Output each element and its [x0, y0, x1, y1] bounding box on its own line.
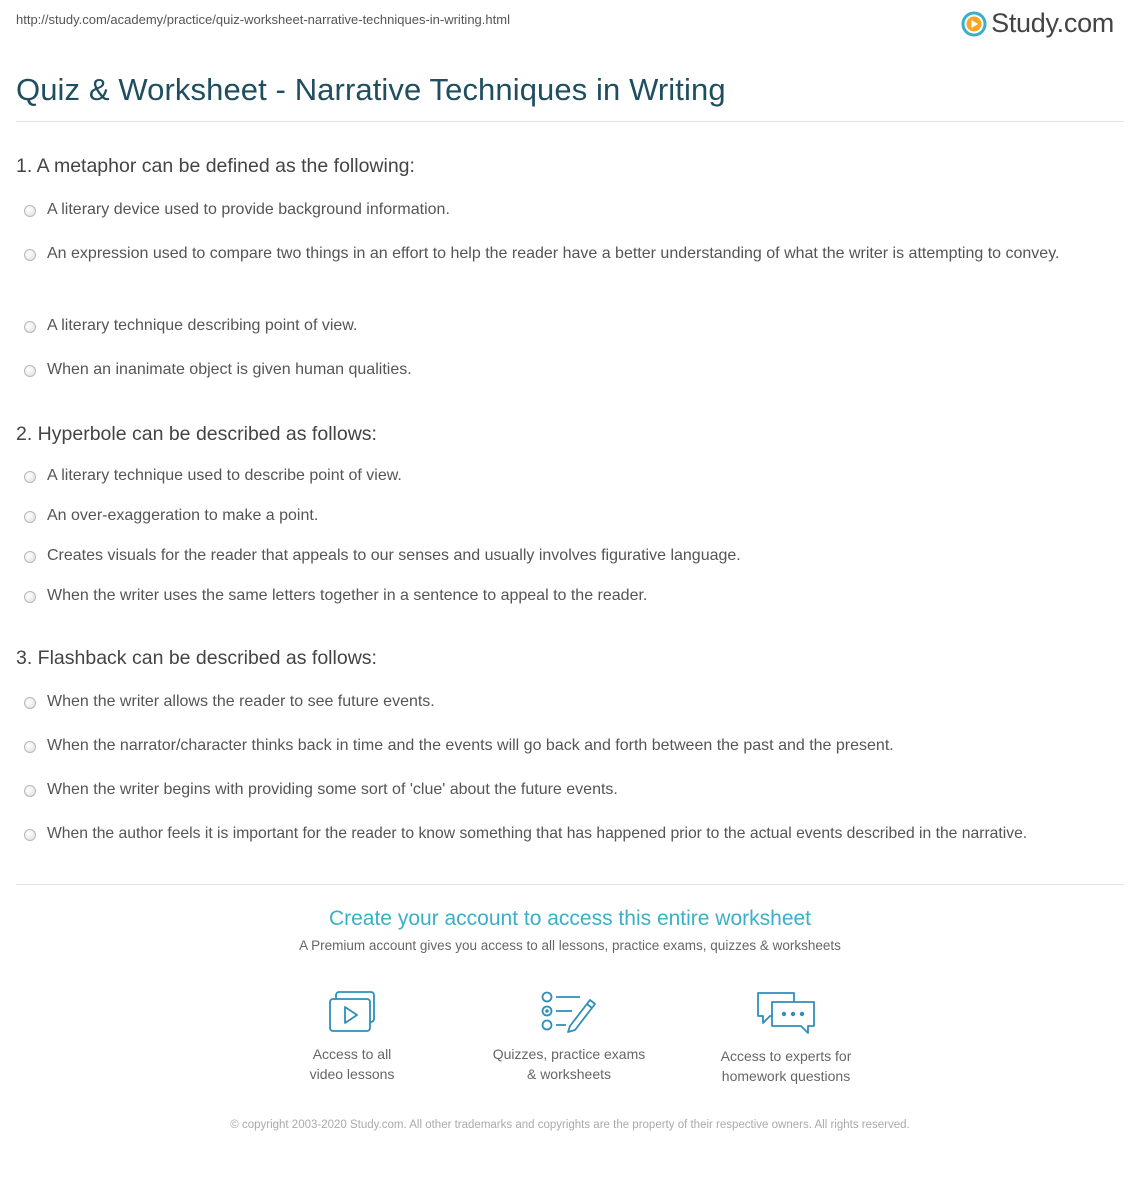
option-text: Creates visuals for the reader that appeals to our senses and usually involves figurative language.	[47, 547, 741, 564]
option-text: A literary technique used to describe point of view.	[47, 467, 402, 484]
feature-label-line1: Access to all	[312, 1046, 392, 1062]
create-account-link[interactable]: Create your account to access this entire worksheet	[328, 907, 812, 930]
radio-button[interactable]	[24, 205, 36, 217]
question-3-title: 3. Flashback can be described as follows:	[16, 647, 377, 669]
option-text: An over-exaggeration to make a point.	[47, 507, 319, 524]
option-text: An expression used to compare two things in an effort to help the reader have a better understanding of what the writer is attempting to convey.	[47, 245, 1060, 262]
option-text: A literary device used to provide background information.	[47, 201, 450, 218]
option-text: When an inanimate object is given human qualities.	[47, 361, 412, 378]
option-text: When the writer begins with providing some sort of 'clue' about the future events.	[47, 781, 618, 798]
study-logo[interactable]	[961, 8, 1114, 39]
question-1-title: 1. A metaphor can be defined as the following:	[16, 155, 415, 177]
play-circle-icon	[961, 11, 987, 37]
radio-button[interactable]	[24, 365, 36, 377]
premium-description: A Premium account gives you access to all lessons, practice exams, quizzes & worksheets	[299, 938, 841, 953]
radio-button[interactable]	[24, 829, 36, 841]
logo-text: Study.com	[991, 8, 1114, 38]
title-divider	[16, 121, 1124, 122]
copyright-notice: © copyright 2003-2020 Study.com. All other trademarks and copyrights are the property of their respective owners. All rights reserved.	[230, 1119, 910, 1131]
radio-button[interactable]	[24, 697, 36, 709]
option-text: A literary technique describing point of view.	[47, 317, 358, 334]
feature-label-line2: homework questions	[721, 1068, 851, 1084]
feature-label-line1: Access to experts for	[720, 1048, 852, 1064]
option-text: When the narrator/character thinks back in time and the events will go back and forth between the past and the present.	[47, 737, 894, 754]
video-lessons-icon	[326, 990, 378, 1034]
feature-experts	[686, 990, 886, 1086]
feature-quizzes	[469, 990, 669, 1084]
quiz-checklist-icon	[540, 990, 598, 1034]
radio-button[interactable]	[24, 471, 36, 483]
feature-label-line2: video lessons	[309, 1066, 395, 1082]
radio-button[interactable]	[24, 551, 36, 563]
radio-button[interactable]	[24, 249, 36, 261]
chat-bubbles-icon	[754, 990, 818, 1036]
page-title: Quiz & Worksheet - Narrative Techniques in Writing	[16, 72, 726, 107]
feature-label-line1: Quizzes, practice exams	[492, 1046, 646, 1062]
option-text: When the writer uses the same letters together in a sentence to appeal to the reader.	[47, 587, 648, 604]
cta-divider	[16, 884, 1124, 885]
option-text: When the author feels it is important for the reader to know something that has happened prior to the actual events described in the narrative.	[47, 825, 1028, 842]
feature-video-lessons	[252, 990, 452, 1084]
radio-button[interactable]	[24, 591, 36, 603]
radio-button[interactable]	[24, 511, 36, 523]
radio-button[interactable]	[24, 741, 36, 753]
question-2-title: 2. Hyperbole can be described as follows:	[16, 423, 377, 445]
radio-button[interactable]	[24, 785, 36, 797]
feature-label-line2: & worksheets	[526, 1066, 612, 1082]
option-text: When the writer allows the reader to see future events.	[47, 693, 435, 710]
page-url: http://study.com/academy/practice/quiz-worksheet-narrative-techniques-in-writing.html	[16, 12, 510, 27]
radio-button[interactable]	[24, 321, 36, 333]
